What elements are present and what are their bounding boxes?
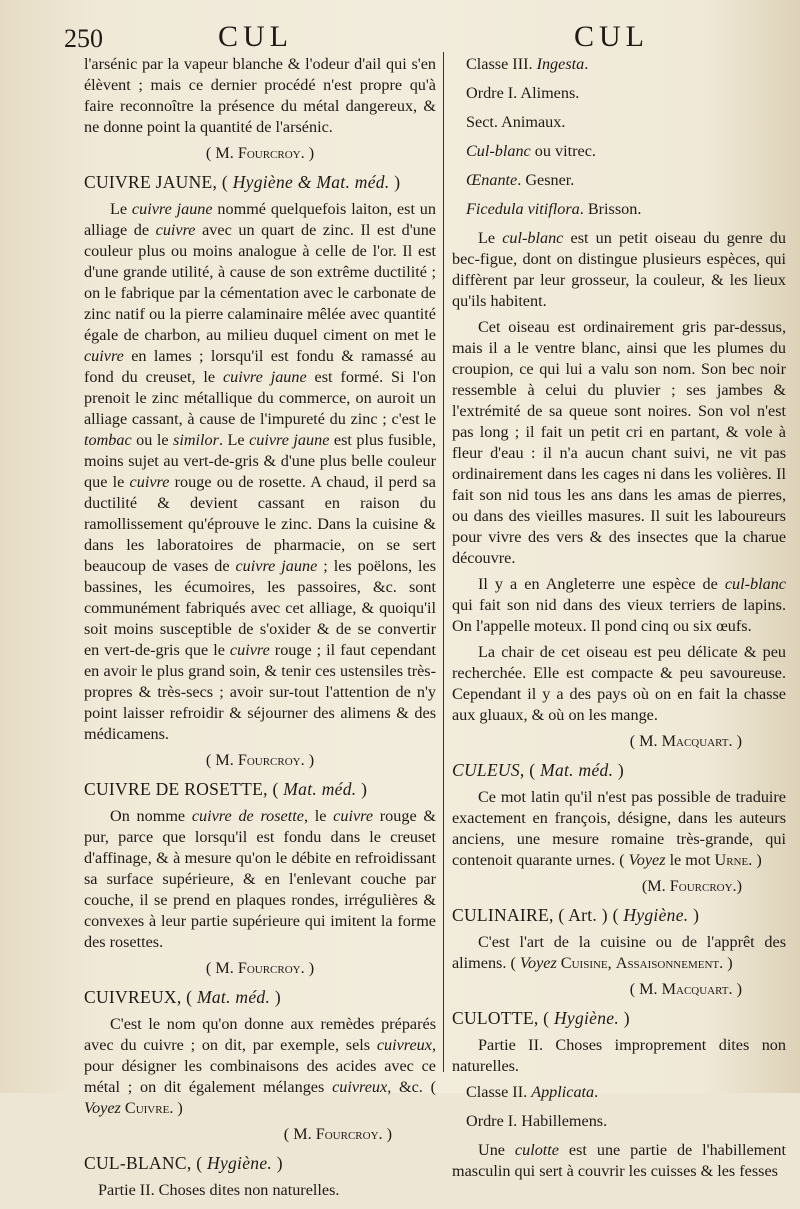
text-run: Cuivre xyxy=(120,1099,170,1117)
text-run: en lames ; lorsqu'il est fondu & ramassé au fond du creuset, le xyxy=(84,347,436,386)
entry-title: CULOTTE xyxy=(452,1008,534,1028)
classification-line: Sect. Animaux. xyxy=(466,113,566,131)
paragraph xyxy=(452,574,786,637)
paragraph xyxy=(452,932,786,974)
italic-run: cul-blanc xyxy=(502,229,564,247)
running-head-left: CUL xyxy=(218,20,293,53)
classification-line xyxy=(466,54,786,75)
text-run: le mot xyxy=(665,851,715,869)
text-run: , le xyxy=(303,807,334,825)
classification-line: Ordre I. Alimens. xyxy=(466,84,580,102)
running-head-right: CUL xyxy=(574,20,649,53)
column-rule xyxy=(443,52,444,1072)
text-run: Classe II. xyxy=(466,1083,532,1101)
paragraph xyxy=(452,228,786,312)
text-run: ou le xyxy=(131,431,174,449)
text-run: . ) xyxy=(169,1099,183,1117)
entry-title: CUIVRE JAUNE xyxy=(84,172,213,192)
classification-line xyxy=(466,199,786,220)
text-run: est plus fusible, moins sujet au vert-de-gris & d'une plus belle couleur que le xyxy=(84,431,436,491)
author-credit: (M. Fourcroy.) xyxy=(641,877,742,895)
text-run: . Gesner. xyxy=(517,171,575,189)
italic-run: cuivre xyxy=(129,473,170,491)
author-credit: ( M. Macquart. ) xyxy=(629,732,742,750)
entry-heading: CUIVRE JAUNE, ( Hygiène & Mat. méd. ) xyxy=(84,172,401,192)
entry-title: CUIVRE DE ROSETTE xyxy=(84,779,264,799)
italic-run: cuivre xyxy=(155,221,196,239)
paragraph: La chair de cet oiseau est peu délicate & peu recherchée. Elle est compacte & peu savoureuse. Cependant il y a des pays où on en fait la chasse aux gluaux, & où on les mange. xyxy=(452,643,786,724)
entry-subject: Mat. méd. xyxy=(540,760,614,780)
paragraph xyxy=(84,199,436,745)
italic-run: culotte xyxy=(514,1141,559,1159)
entry-subject: Hygiène. xyxy=(207,1153,273,1173)
paragraph xyxy=(84,806,436,953)
text-run: . Le xyxy=(218,431,250,449)
text-run: Urne xyxy=(714,851,749,869)
paragraph xyxy=(84,1014,436,1119)
italic-run: Applicata xyxy=(531,1083,595,1101)
italic-run: cuivreux xyxy=(376,1036,432,1054)
right-column xyxy=(452,54,786,1187)
italic-run: cuivre jaune xyxy=(249,431,330,449)
text-run: , &c. ( xyxy=(387,1078,437,1096)
text-run: Cuisine xyxy=(556,954,608,972)
page-number: 250 xyxy=(64,24,103,53)
text-run: Assaisonnement xyxy=(615,954,720,972)
entry-heading: CUIVREUX, ( Mat. méd. ) xyxy=(84,987,281,1007)
italic-run: cuivre jaune xyxy=(131,200,213,218)
italic-run: cuivre xyxy=(84,347,124,365)
italic-run: cuivre xyxy=(229,641,270,659)
entry-subject: Art. xyxy=(568,905,598,925)
text-run: ou vitrec. xyxy=(530,142,596,160)
italic-run: similor xyxy=(173,431,219,449)
classification-line: Ordre I. Habillemens. xyxy=(466,1112,608,1130)
entry-heading: CULEUS, ( Mat. méd. ) xyxy=(452,760,625,780)
paragraph xyxy=(452,1140,786,1182)
classification-line: Partie II. Choses dites non naturelles. xyxy=(98,1181,340,1199)
text-run: Classe III. xyxy=(466,55,537,73)
author-credit: ( M. Fourcroy. ) xyxy=(205,751,315,769)
author-credit: ( M. Fourcroy. ) xyxy=(283,1125,392,1143)
running-header xyxy=(0,20,800,54)
entry-subject: Hygiène. xyxy=(553,1008,620,1028)
text-run: Le xyxy=(110,200,132,218)
italic-run: cuivre xyxy=(333,807,374,825)
italic-run: Cul-blanc xyxy=(466,142,531,160)
italic-run: Ingesta xyxy=(536,55,585,73)
italic-run: Voyez xyxy=(519,954,557,972)
text-run: . xyxy=(594,1083,599,1101)
entry-heading: CULOTTE, ( Hygiène. ) xyxy=(452,1008,630,1028)
text-run: Une xyxy=(478,1141,515,1159)
italic-run: cuivreux xyxy=(332,1078,388,1096)
text-run: qui fait son nid dans des vieux terriers de lapins. On l'appelle moteux. Il pond cinq ou six œufs. xyxy=(452,596,786,635)
author-credit: ( M. Fourcroy. ) xyxy=(205,144,315,162)
italic-run: cul-blanc xyxy=(724,575,786,593)
italic-run: Voyez xyxy=(628,851,666,869)
italic-run: Ficedula vitiflora xyxy=(466,200,580,218)
text-run: est formé. Si l'on prenoit le zinc métallique du commerce, on auroit un alliage cassant, à cause de l'impureté du zinc ; c'est le xyxy=(84,368,436,428)
text-run: C'est le nom qu'on donne aux remèdes préparés avec du cuivre ; on dit, par exemple, sels xyxy=(84,1015,436,1054)
entry-title: CUL-BLANC xyxy=(84,1153,187,1173)
entry-title: CULEUS xyxy=(452,760,520,780)
text-run: rouge ou de rosette. A chaud, il perd sa ductilité & devient cassant en raison du ramollissement qu'éprouve le zinc. Dans la cuisine & dans les laboratoires de pharmacie, on se sert beaucoup de vases de xyxy=(84,473,436,575)
left-column xyxy=(84,54,436,1209)
text-run: , pour désigner les combinaisons des acides avec ce métal ; on dit également mélanges xyxy=(84,1036,436,1096)
entry-subject: Mat. méd. xyxy=(283,779,357,799)
italic-run: cuivre jaune xyxy=(235,557,318,575)
author-credit: ( M. Macquart. ) xyxy=(629,980,742,998)
entry-title: CULINAIRE xyxy=(452,905,549,925)
italic-run: cuivre jaune xyxy=(222,368,307,386)
text-run: rouge ; il faut cependant en avoir le plus grand soin, & tenir ces ustensiles très-propres & très-secs ; avoir sur-tout l'attention de n'y point laisser refroidir & séjourner des alimens & des médicamens. xyxy=(84,641,436,743)
text-run: nommé quelquefois laiton, est un alliage de xyxy=(84,200,436,239)
classification-line xyxy=(466,141,786,162)
paragraph: Cet oiseau est ordinairement gris par-dessus, mais il a le ventre blanc, ainsi que les plumes du croupion, ce qui lui a valu son nom. Son bec noir ressemble à celui du pluvier ; ses jambes & l'extrémité de sa queue sont noires. Son vol n'est pas long ; il fait un petit cri en partant, & vole à fleur d'eau : il n'a aucun chant suivi, ne vit pas ordinairement dans les cages ni dans les volières. Il fait son nid tous les ans dans les amas de pierres, ou dans des vieilles masures. Il suit les laboureurs pour vivre des vers & des insectes que la charue découvre. xyxy=(452,318,786,567)
paragraph: l'arsénic par la vapeur blanche & l'odeur d'ail qui s'en élèvent ; mais ce dernier procédé n'est propre qu'à faire reconnoître la présence du métal dangereux, & ne donne point la quantité de l'arsénic. xyxy=(84,55,436,136)
italic-run: Voyez xyxy=(84,1099,121,1117)
author-credit: ( M. Fourcroy. ) xyxy=(205,959,315,977)
text-run: . ) xyxy=(748,851,762,869)
entry-heading: CULINAIRE, ( Art. ) ( Hygiène. ) xyxy=(452,905,700,925)
italic-run: cuivre de rosette xyxy=(191,807,304,825)
text-run: rouge & pur, parce que lorsqu'il est fondu dans le creuset d'affinage, & à mesure qu'on le débite en refroidissant sa surface supérieure, & en l'enlevant couche par couche, il se prend en plaques rondes, irrégulières & convexes à leur partie supérieure qui imitent la forme des rosettes. xyxy=(84,807,436,951)
classification-line xyxy=(466,170,786,191)
text-run: est une partie de l'habillement masculin qui sert à couvrir les cuisses & les fesses xyxy=(452,1141,787,1180)
entry-subject: Mat. méd. xyxy=(196,987,271,1007)
text-run: avec un quart de zinc. Il est d'une couleur plus ou moins analogue à celle de l'or. Il est d'une grande utilité, à cause de son extrême ductilité ; on le fabrique par la cémentation avec le carbonate de zinc natif ou la pierre calaminaire mêlée avec quantité égale de charbon, au milieu duquel ciment on met le xyxy=(84,221,436,344)
paragraph: Partie II. Choses improprement dites non naturelles. xyxy=(452,1036,786,1075)
entry-heading: CUL-BLANC, ( Hygiène. ) xyxy=(84,1153,283,1173)
text-run: C'est l'art de la cuisine ou de l'apprêt des alimens. ( xyxy=(452,933,786,972)
text-run: . Brisson. xyxy=(579,200,642,218)
text-run: On nomme xyxy=(110,807,192,825)
text-run: Le xyxy=(478,229,503,247)
text-run: , xyxy=(607,954,616,972)
entry-subject: Hygiène & Mat. méd. xyxy=(232,172,390,192)
entry-title: CUIVREUX xyxy=(84,987,177,1007)
text-run: est un petit oiseau du genre du bec-figue, dont on distingue plusieurs espèces, qui diffèrent par leur grosseur, la couleur, & les lieux qu'ils habitent. xyxy=(452,229,786,310)
entry-heading: CUIVRE DE ROSETTE, ( Mat. méd. ) xyxy=(84,779,368,799)
paragraph xyxy=(452,787,786,871)
text-run: Ce mot latin qu'il n'est pas possible de traduire exactement en françois, désigne, dans les auteurs anciens, une mesure romaine très-grande, qui contenoit quarante urnes. ( xyxy=(452,788,786,869)
text-run: Il y a en Angleterre une espèce de xyxy=(478,575,725,593)
text-run: . ) xyxy=(719,954,733,972)
text-run: ; les poëlons, les bassines, les écumoires, les passoires, &c. sont communément fabriqués avec cet alliage, & quoiqu'il soit moins susceptible de s'oxider & de se convertir en vert-de-gris que le xyxy=(84,557,436,659)
italic-run: tombac xyxy=(84,431,132,449)
italic-run: Œnante xyxy=(466,171,518,189)
entry-subject: Hygiène. xyxy=(623,905,689,925)
text-run: . xyxy=(584,55,589,73)
